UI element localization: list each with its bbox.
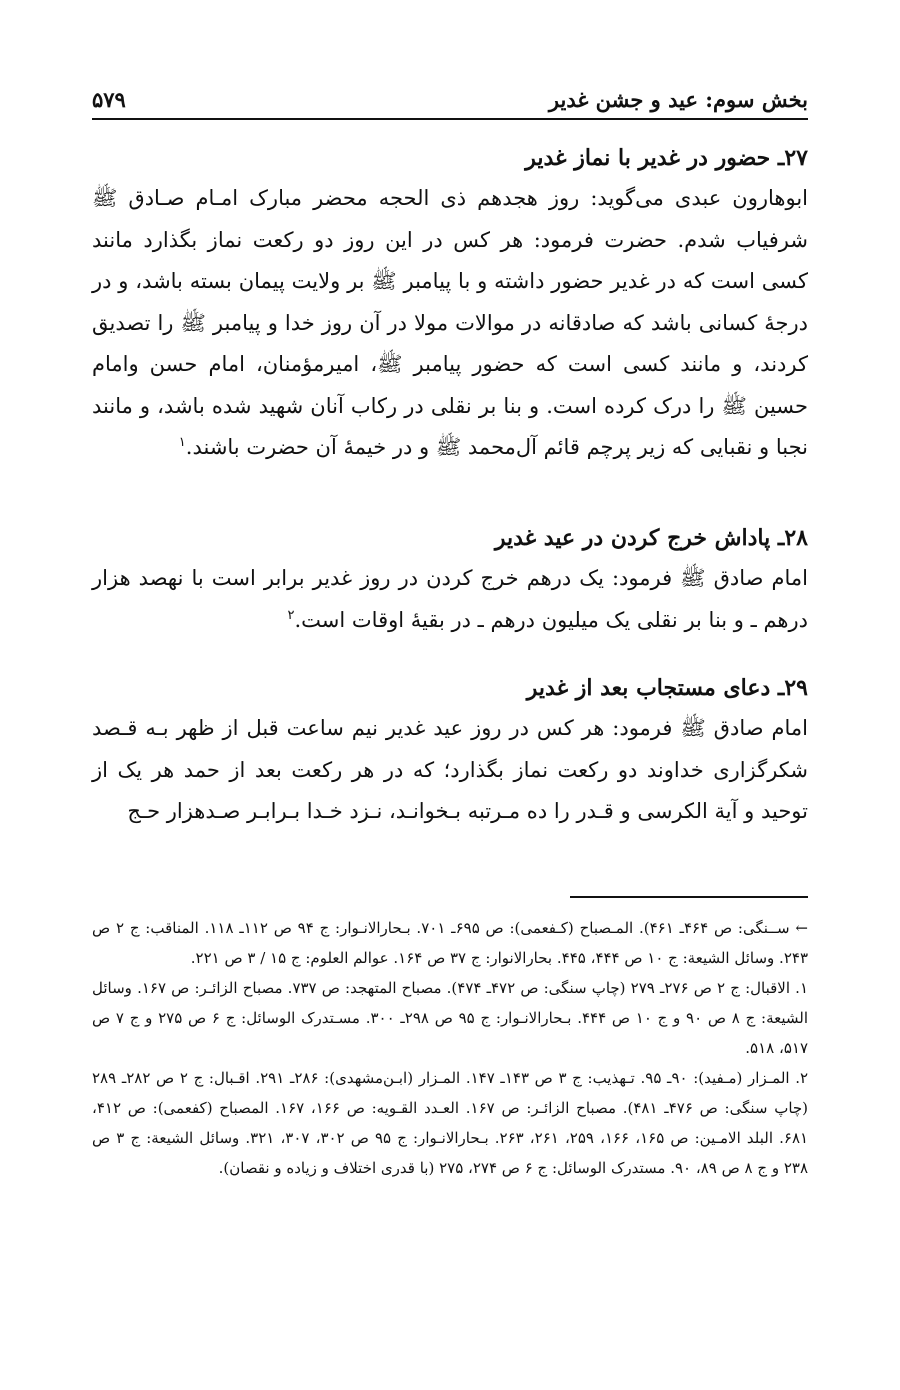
footnote-reference[interactable]: ۲: [287, 607, 295, 623]
section-paragraph: [92, 558, 808, 641]
footnotes: [92, 913, 808, 1183]
section-27: [92, 138, 808, 469]
footnote-2: ۲. المـزار (مـفید): ۹۰ـ ۹۵. تـهذیب: ج ۳ ص ۱۴۳ـ ۱۴۷. المـزار (ابـن‌مشهدی): ۲۸۶ـ ۲۹۱. اقـبال: ج ۲ ص ۲۸۲ـ ۲۸۹ (چاپ سنگی: ص ۴۷۶ـ ۴۸۱). مصباح الزائـر: ص ۱۶۷. العـدد القـویه: ص ۱۶۶، ۱۶۷. المصباح (کفعمی): ص ۴۱۲، ۶۸۱. البلد الامـین: ص ۱۶۵، ۱۶۶، ۲۵۹، ۲۶۱، ۲۶۳. بـحارالانـوار: ج ۹۵ ص ۳۰۲، ۳۰۷، ۳۲۱. وسائل الشیعة: ج ۳ ص ۲۳۸ و ج ۸ ص ۸۹، ۹۰. مستدرک الوسائل: ج ۶ ص ۲۷۴، ۲۷۵ (با قدری اختلاف و زیاده و نقصان).: [92, 1069, 809, 1177]
section-heading: ۲۷ـ حضور در غدیر با نماز غدیر: [525, 145, 808, 171]
footnote-1: ۱. الاقبال: ج ۲ ص ۲۷۶ـ ۲۷۹ (چاپ سنگی: ص ۴۷۲ـ ۴۷۴). مصباح المتهجد: ص ۷۳۷. مصباح الزائـر: ص ۱۶۷. وسائل الشیعة: ج ۸ ص ۹۰ و ج ۱۰ ص ۴۴۴. بـحارالانـوار: ج ۹۵ ص ۲۹۸ـ ۳۰۰. مسـتدرک الوسائل: ج ۶ ص ۲۷۵ و ج ۷ ص ۵۱۷، ۵۱۸.: [92, 979, 809, 1057]
page-number: ۵۷۹: [92, 87, 126, 112]
section-29: [92, 668, 808, 833]
section-28: [92, 518, 808, 641]
footnote-rule: [570, 896, 808, 898]
running-header: [92, 72, 808, 112]
footnote-reference[interactable]: ۱: [178, 435, 186, 450]
paragraph-text: امام صادق ﷺ فرمود: یک درهم خرج کردن در روز غدیر برابر است با نهصد هزار درهم ـ و بنا بر نقلی یک میلیون درهم ـ در بقیهٔ اوقات است.: [92, 566, 808, 632]
footnote-continued: ← ســنگی: ص ۴۶۴ـ ۴۶۱). المـصباح (کـفعمی): ص ۶۹۵ـ ۷۰۱. بـحارالانـوار: ج ۹۴ ص ۱۱۲ـ ۱۱۸. المناقب: ج ۲ ص ۲۴۳. وسائل الشیعة: ج ۱۰ ص ۴۴۴، ۴۴۵. بحارالانوار: ج ۳۷ ص ۱۶۴. عوالم العلوم: ج ۱۵ / ۳ ص ۲۲۱.: [92, 919, 808, 967]
section-paragraph: [92, 178, 808, 469]
section-paragraph: [92, 708, 808, 833]
book-page: [92, 0, 808, 1390]
header-rule: [92, 118, 808, 120]
section-heading: ۲۹ـ دعای مستجاب بعد از غدیر: [526, 675, 808, 701]
paragraph-text: امام صادق ﷺ فرمود: هر کس در روز عید غدیر نیم ساعت قبل از ظهر بـه قـصد شکرگزاری خداوند دو رکعت نماز بگذارد؛ که در هر رکعت بعد از حمد هر یک از توحید و آیة الکرسی و قـدر را ده مـرتبه بـخوانـد، نـزد خـدا بـرابـر صـدهزار حـج: [92, 716, 808, 823]
chapter-title: بخش سوم: عید و جشن غدیر: [548, 87, 808, 112]
section-heading: ۲۸ـ پاداش خرج کردن در عید غدیر: [494, 525, 808, 551]
paragraph-text: ابوهارون عبدی می‌گوید: روز هجدهم ذی الحجه محضر مبارک امـام صـادق ﷺ شرفیاب شدم. حضرت فرمود: هر کس در این روز دو رکعت نماز بگذارد مانند کسی است که در غدیر حضور داشته و با پیامبر ﷺ بر ولایت پیمان بسته باشد، و در درجهٔ کسانی باشد که صادقانه در موالات مولا در آن روز خدا و پیامبر ﷺ را تصدیق کردند، و مانند کسی است که حضور پیامبر ﷺ، امیرمؤمنان، امام حسن وامام حسین ﷺ را درک کرده است. و بنا بر نقلی در رکاب آنان شهید شده باشد، و مانند نجبا و نقبایی که زیر پرچم قائم آل‌محمد ﷺ و در خیمهٔ آن حضرت باشند.: [92, 186, 808, 459]
